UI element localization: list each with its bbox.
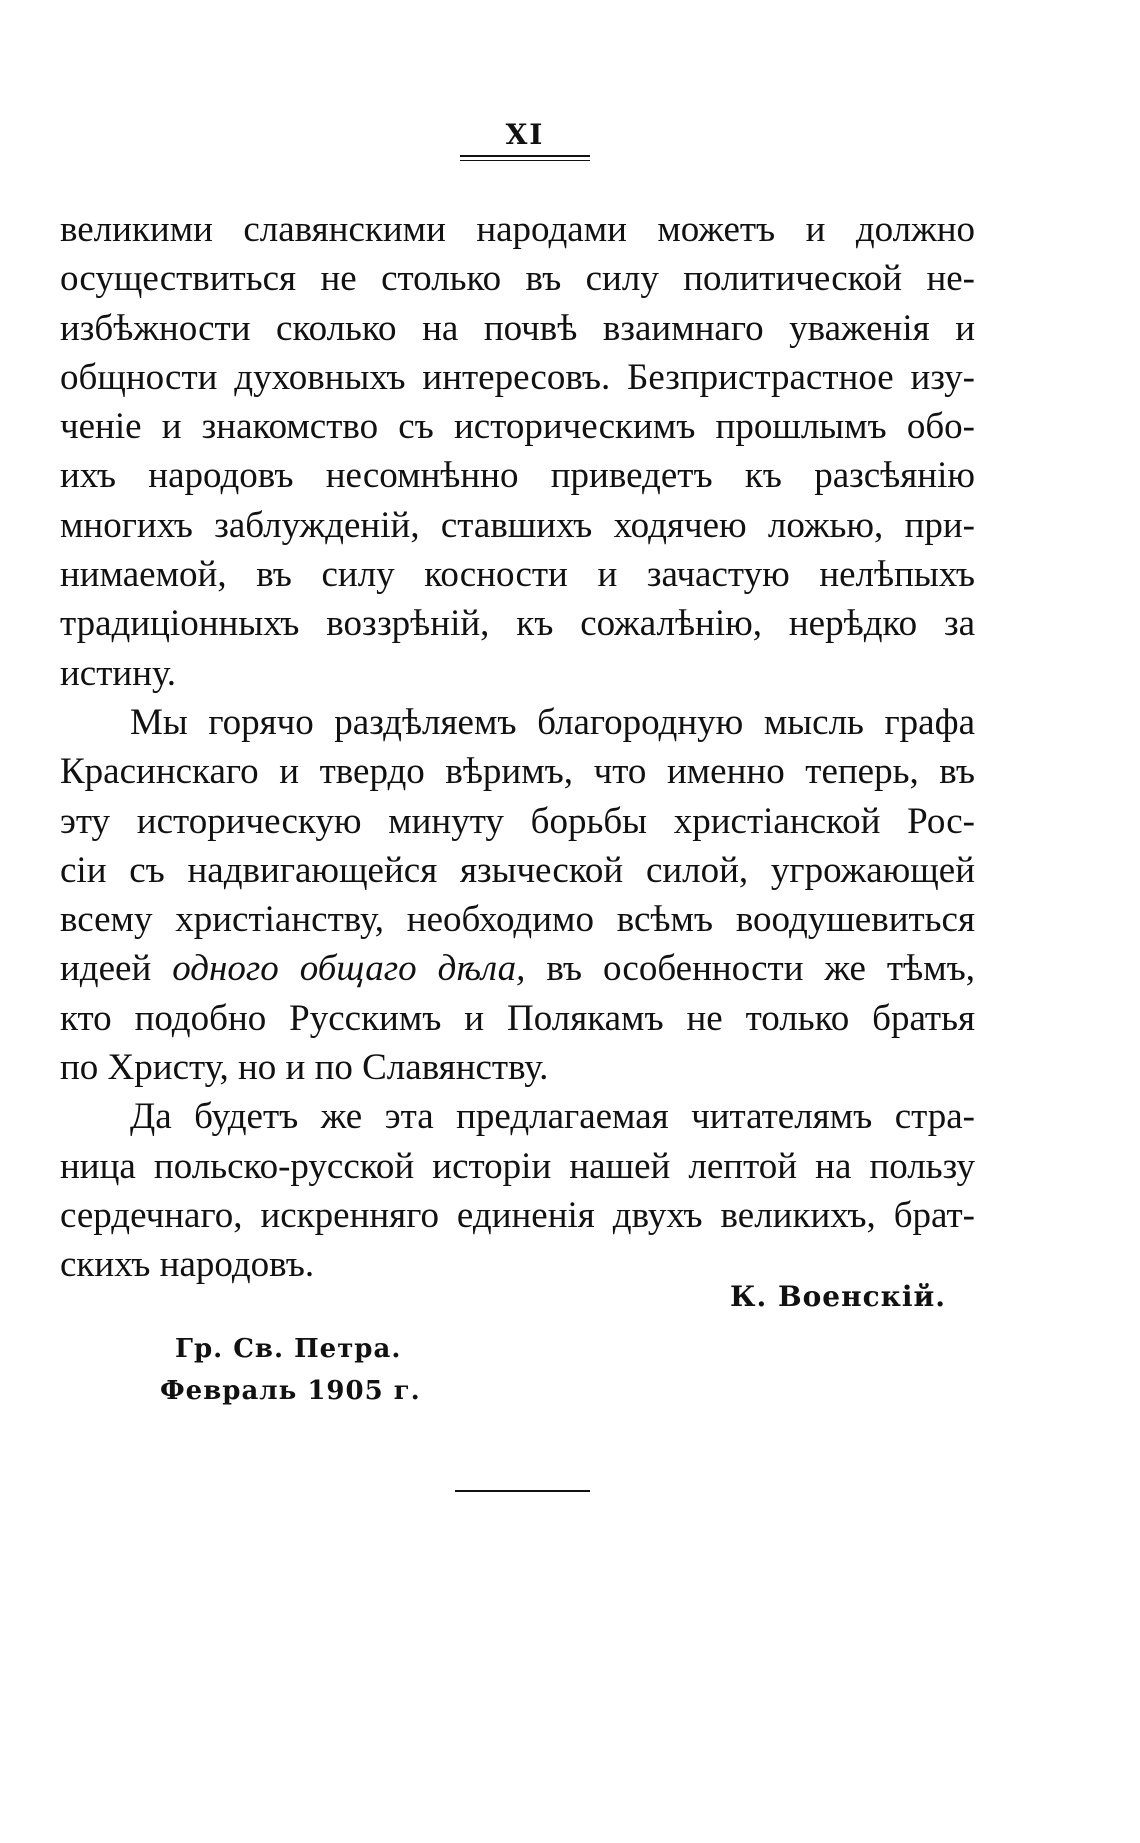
place-date-block	[160, 1328, 421, 1412]
text-line: истину.	[60, 652, 177, 694]
italic-emphasis: одного общаго дѣла,	[172, 948, 526, 990]
text-line: сердечнаго, искренняго единенія двухъ великихъ, брат-	[60, 1194, 975, 1236]
paragraph-1	[60, 205, 975, 698]
text-line: ихъ народовъ несомнѣнно приведетъ къ разсѣянію	[60, 455, 975, 497]
text-line: идеей одного общаго дѣла, въ особенности же тѣмъ,	[60, 948, 975, 990]
end-rule	[455, 1490, 590, 1492]
place: Гр. Св. Петра.	[175, 1334, 402, 1364]
text-line: нимаемой, въ силу косности и зачастую нелѣпыхъ	[60, 554, 975, 596]
text-line: эту историческую минуту борьбы христіанской Рос-	[60, 800, 975, 842]
text-line: избѣжности сколько на почвѣ взаимнаго уваженія и	[60, 307, 975, 349]
body-text	[60, 205, 975, 1290]
text-line: великими славянскими народами можетъ и должно	[60, 209, 975, 250]
text-line: ница польско-русской исторіи нашей лептой на пользу	[60, 1145, 975, 1187]
text-line: всему христіанству, необходимо всѣмъ воодушевиться	[60, 899, 975, 941]
text-line: общности духовныхъ интересовъ. Безпристрастное изу-	[60, 356, 975, 398]
paragraph-2	[60, 698, 975, 1092]
text-line: сіи съ надвигающейся языческой силой, угрожающей	[60, 849, 975, 891]
text-line: скихъ народовъ.	[60, 1244, 315, 1286]
text-line: осуществиться не столько въ силу политической не-	[60, 258, 975, 300]
text-line: многихъ заблужденій, ставшихъ ходячею ложью, при-	[60, 504, 975, 546]
text-line: Красинскаго и твердо вѣримъ, что именно теперь, въ	[60, 751, 975, 793]
text-line: ченіе и знакомство съ историческимъ прошлымъ обо-	[60, 406, 975, 448]
text-line: по Христу, но и по Славянству.	[60, 1047, 549, 1089]
date: Февраль 1905 г.	[160, 1376, 421, 1406]
text-line: кто подобно Русскимъ и Полякамъ не только братья	[60, 997, 975, 1039]
text-line: Мы горячо раздѣляемъ благородную мысль графа	[130, 701, 975, 743]
author-signature: К. Военскій.	[730, 1280, 947, 1313]
text-line: традиціонныхъ воззрѣній, къ сожалѣнію, нерѣдко за	[60, 603, 975, 645]
text-line: Да будетъ же эта предлагаемая читателямъ стра-	[130, 1096, 975, 1138]
page-number: XI	[460, 118, 590, 157]
paragraph-3	[60, 1092, 975, 1289]
